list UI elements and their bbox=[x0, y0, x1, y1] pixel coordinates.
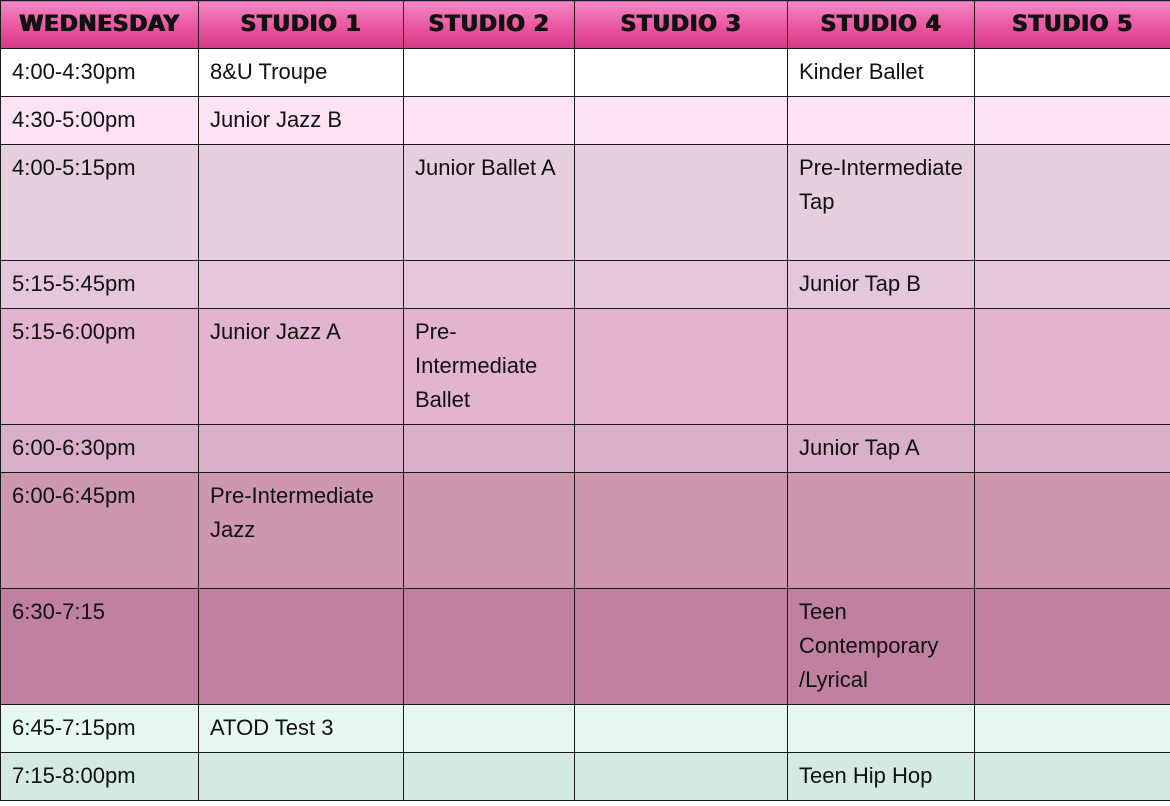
day-header: WEDNESDAY bbox=[1, 1, 199, 49]
class-cell bbox=[199, 261, 404, 309]
studio-5-header: STUDIO 5 bbox=[975, 1, 1170, 49]
studio-4-header: STUDIO 4 bbox=[788, 1, 975, 49]
class-cell bbox=[975, 145, 1170, 261]
class-cell: 8&U Troupe bbox=[199, 49, 404, 97]
studio-3-header: STUDIO 3 bbox=[575, 1, 788, 49]
class-cell bbox=[575, 425, 788, 473]
time-cell: 6:00-6:45pm bbox=[1, 473, 199, 589]
table-row bbox=[1, 309, 1170, 425]
class-cell bbox=[975, 753, 1170, 801]
class-cell bbox=[404, 753, 575, 801]
class-cell bbox=[199, 145, 404, 261]
time-cell: 4:00-4:30pm bbox=[1, 49, 199, 97]
time-cell: 5:15-6:00pm bbox=[1, 309, 199, 425]
class-cell bbox=[404, 49, 575, 97]
time-cell: 4:30-5:00pm bbox=[1, 97, 199, 145]
class-cell bbox=[575, 705, 788, 753]
class-cell bbox=[575, 145, 788, 261]
class-cell bbox=[575, 309, 788, 425]
class-cell: ATOD Test 3 bbox=[199, 705, 404, 753]
class-cell: Pre-Intermediate Ballet bbox=[404, 309, 575, 425]
class-cell bbox=[975, 705, 1170, 753]
studio-2-header: STUDIO 2 bbox=[404, 1, 575, 49]
time-cell: 7:15-8:00pm bbox=[1, 753, 199, 801]
class-cell bbox=[199, 589, 404, 705]
table-row bbox=[1, 145, 1170, 261]
table-row bbox=[1, 49, 1170, 97]
time-cell: 4:00-5:15pm bbox=[1, 145, 199, 261]
studio-1-header: STUDIO 1 bbox=[199, 1, 404, 49]
table-row bbox=[1, 589, 1170, 705]
class-cell bbox=[975, 97, 1170, 145]
class-cell bbox=[404, 97, 575, 145]
time-cell: 6:30-7:15 bbox=[1, 589, 199, 705]
class-cell: Junior Tap A bbox=[788, 425, 975, 473]
table-row bbox=[1, 473, 1170, 589]
class-cell: Kinder Ballet bbox=[788, 49, 975, 97]
class-cell bbox=[575, 473, 788, 589]
class-cell bbox=[404, 425, 575, 473]
class-cell bbox=[199, 425, 404, 473]
class-cell bbox=[404, 589, 575, 705]
class-cell bbox=[575, 97, 788, 145]
class-cell bbox=[975, 261, 1170, 309]
table-row bbox=[1, 425, 1170, 473]
class-cell: Teen Hip Hop bbox=[788, 753, 975, 801]
table-row bbox=[1, 753, 1170, 801]
class-cell bbox=[975, 49, 1170, 97]
class-cell bbox=[975, 425, 1170, 473]
class-cell bbox=[788, 473, 975, 589]
table-row bbox=[1, 97, 1170, 145]
class-cell: Junior Jazz A bbox=[199, 309, 404, 425]
class-cell: Junior Tap B bbox=[788, 261, 975, 309]
class-cell bbox=[199, 753, 404, 801]
table-row bbox=[1, 705, 1170, 753]
class-cell bbox=[404, 261, 575, 309]
header-row bbox=[1, 1, 1170, 49]
class-cell bbox=[975, 473, 1170, 589]
time-cell: 6:00-6:30pm bbox=[1, 425, 199, 473]
class-cell: Junior Jazz B bbox=[199, 97, 404, 145]
class-cell bbox=[575, 753, 788, 801]
class-cell bbox=[975, 589, 1170, 705]
class-cell: Pre-Intermediate Jazz bbox=[199, 473, 404, 589]
class-cell bbox=[575, 261, 788, 309]
class-cell: Pre-Intermediate Tap bbox=[788, 145, 975, 261]
class-cell: Teen Contemporary /Lyrical bbox=[788, 589, 975, 705]
class-cell: Junior Ballet A bbox=[404, 145, 575, 261]
class-cell bbox=[788, 309, 975, 425]
time-cell: 5:15-5:45pm bbox=[1, 261, 199, 309]
class-cell bbox=[575, 589, 788, 705]
class-cell bbox=[975, 309, 1170, 425]
class-cell bbox=[788, 705, 975, 753]
class-cell bbox=[404, 473, 575, 589]
class-cell bbox=[404, 705, 575, 753]
time-cell: 6:45-7:15pm bbox=[1, 705, 199, 753]
table-row bbox=[1, 261, 1170, 309]
class-cell bbox=[575, 49, 788, 97]
class-cell bbox=[788, 97, 975, 145]
